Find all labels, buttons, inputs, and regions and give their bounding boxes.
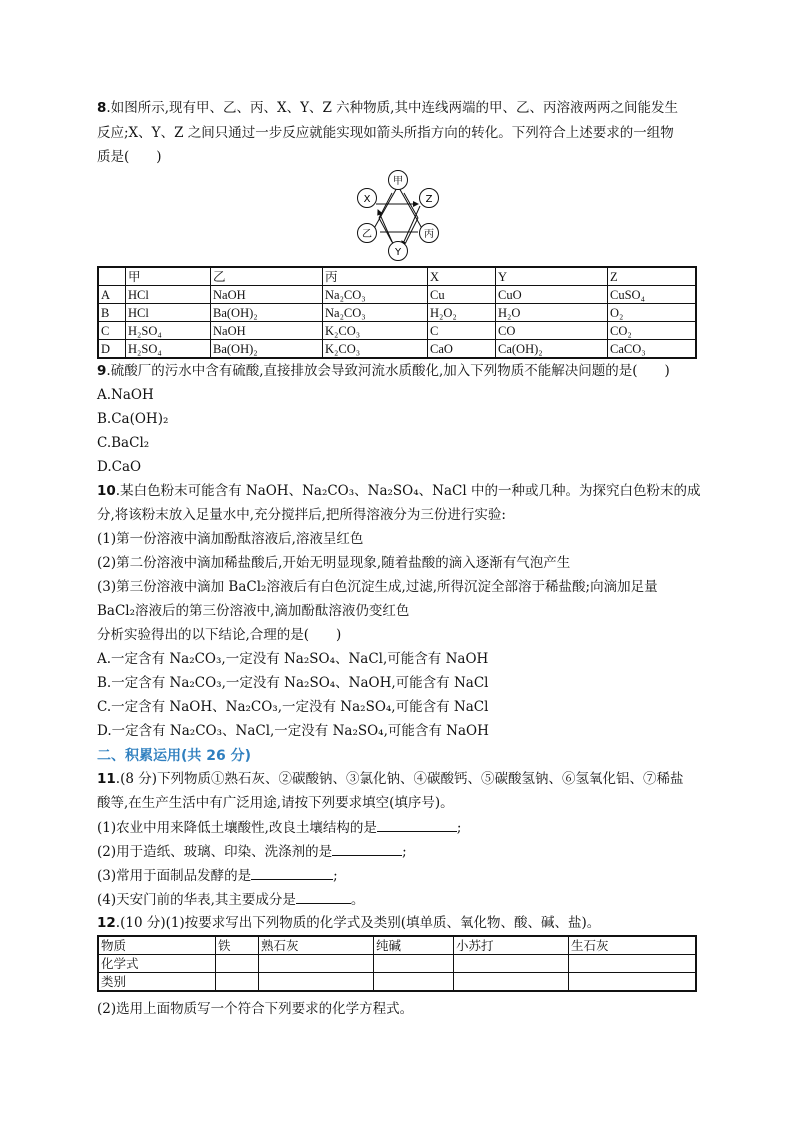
table-cell: CuSO₄ <box>608 286 697 304</box>
table-cell: CaCO₃ <box>608 340 697 359</box>
edge-jia-x <box>379 193 392 218</box>
table-row <box>98 340 696 359</box>
q10-step2: (2)第二份溶液中滴加稀盐酸后,开始无明显现象,随着盐酸的滴入逐渐有气泡产生 <box>97 555 571 571</box>
node-x <box>358 189 377 208</box>
q11-part4: (4)天安门前的华表,其主要成分是 。 <box>97 892 365 908</box>
table-cell: B <box>98 304 126 322</box>
table-cell: K₂CO₃ <box>323 322 428 340</box>
q11-line1: 11.(8 分)下列物质①熟石灰、②碳酸钠、③氯化钠、④碳酸钙、⑤碳酸氢钠、⑥氢氧化铝、⑦稀盐 <box>97 771 684 787</box>
table-cell: 乙 <box>211 267 323 286</box>
answer-cell[interactable] <box>454 955 569 973</box>
q10-option-d: D.一定含有 Na₂CO₃、NaCl,一定没有 Na₂SO₄,可能含有 NaOH <box>97 723 489 739</box>
table-cell: NaOH <box>211 286 323 304</box>
section-title: 二、积累运用(共 26 分) <box>97 748 252 764</box>
table-cell: CuO <box>496 286 608 304</box>
table-cell: H₂O <box>496 304 608 322</box>
q12-part2: (2)选用上面物质写一个符合下列要求的化学方程式。 <box>97 1001 414 1017</box>
table-cell: Na₂CO₃ <box>323 304 428 322</box>
table-cell: D <box>98 340 126 359</box>
node-yi-label: 乙 <box>362 229 372 240</box>
table-cell: CaO <box>428 340 496 359</box>
node-yi <box>358 224 377 243</box>
answer-cell[interactable] <box>216 955 259 973</box>
table-cell: NaOH <box>211 322 323 340</box>
q10-line2: 分,将该粉末放入足量水中,充分搅拌后,把所得溶液分为三份进行实验: <box>97 507 506 523</box>
table-row <box>98 322 696 340</box>
q10-step1: (1)第一份溶液中滴加酚酞溶液后,溶液呈红色 <box>97 531 364 547</box>
node-y-label: Y <box>394 247 402 258</box>
table-cell: 小苏打 <box>454 936 569 955</box>
table-cell: 生石灰 <box>569 936 697 955</box>
table-cell: C <box>98 322 126 340</box>
q9-stem: 9.硫酸厂的污水中含有硫酸,直接排放会导致河流水质酸化,加入下列物质不能解决问题的是( ) <box>97 363 670 379</box>
table-header-row <box>98 267 696 286</box>
table-cell: Cu <box>428 286 496 304</box>
q10-option-b: B.一定含有 Na₂CO₃,一定没有 Na₂SO₄、NaOH,可能含有 NaCl <box>97 675 489 691</box>
answer-blank[interactable] <box>251 866 333 880</box>
q10-line1: 10.某白色粉末可能含有 NaOH、Na₂CO₃、Na₂SO₄、NaCl 中的一种或几种。为探究白色粉末的成 <box>97 483 701 499</box>
arrow-y-x <box>378 210 394 246</box>
q11-part1: (1)农业中用来降低土壤酸性,改良土壤结构的是 ; <box>97 820 462 836</box>
node-z <box>420 189 439 208</box>
answer-cell[interactable] <box>259 973 374 992</box>
q11-part2: (2)用于造纸、玻璃、印染、洗涤剂的是 ; <box>97 844 407 860</box>
table-cell: 丙 <box>323 267 428 286</box>
table-header-row <box>98 936 696 955</box>
q12-answer-table <box>97 935 697 992</box>
table-cell: H₂SO₄ <box>126 340 211 359</box>
table-cell: X <box>428 267 496 286</box>
table-cell: Ba(OH)₂ <box>211 304 323 322</box>
q10-step3b: BaCl₂溶液后的第三份溶液中,滴加酚酞溶液仍变红色 <box>97 603 410 619</box>
q9-option-d: D.CaO <box>97 459 142 475</box>
table-cell: K₂CO₃ <box>323 340 428 359</box>
table-cell: 纯碱 <box>374 936 454 955</box>
node-x-label: X <box>363 194 371 205</box>
answer-cell[interactable] <box>374 973 454 992</box>
q10-option-a: A.一定含有 Na₂CO₃,一定没有 Na₂SO₄、NaCl,可能含有 NaOH <box>97 651 489 667</box>
table-row <box>98 286 696 304</box>
table-row <box>98 955 696 973</box>
edge-x-yi <box>379 218 392 242</box>
node-z-label: Z <box>425 194 433 205</box>
node-bing <box>420 224 439 243</box>
q9-option-a: A.NaOH <box>97 387 154 403</box>
q12-stem: 12.(10 分)(1)按要求写出下列物质的化学式及类别(填单质、氧化物、酸、碱、盐)。 <box>97 915 601 931</box>
table-cell: 熟石灰 <box>259 936 374 955</box>
q10-step3a: (3)第三份溶液中滴加 BaCl₂溶液后有白色沉淀生成,过滤,所得沉淀全部溶于稀盐酸;向滴加足量 <box>97 579 658 595</box>
q8-line1: 8.如图所示,现有甲、乙、丙、X、Y、Z 六种物质,其中连线两端的甲、乙、丙溶液两两之间能发生 <box>97 100 678 116</box>
q10-option-c: C.一定含有 NaOH、Na₂CO₃,一定没有 Na₂SO₄,可能含有 NaCl <box>97 699 489 715</box>
q10-ask: 分析实验得出的以下结论,合理的是( ) <box>97 627 342 643</box>
answer-cell[interactable] <box>569 973 697 992</box>
answer-blank[interactable] <box>377 818 457 832</box>
table-cell: O₂ <box>608 304 697 322</box>
q8-line2: 反应;X、Y、Z 之间只通过一步反应就能实现如箭头所指方向的转化。下列符合上述要求的一组物 <box>97 125 674 141</box>
q11-part3: (3)常用于面制品发酵的是 ; <box>97 868 338 884</box>
table-cell: H₂SO₄ <box>126 322 211 340</box>
table-cell: CO₂ <box>608 322 697 340</box>
q8-options-table <box>97 266 697 359</box>
table-cell: Ba(OH)₂ <box>211 340 323 359</box>
table-cell: 甲 <box>126 267 211 286</box>
reaction-diagram <box>348 170 448 262</box>
answer-blank[interactable] <box>332 842 402 856</box>
edge-z-bing <box>406 218 418 242</box>
answer-cell[interactable] <box>454 973 569 992</box>
answer-cell[interactable] <box>259 955 374 973</box>
answer-cell[interactable] <box>374 955 454 973</box>
answer-cell[interactable] <box>216 973 259 992</box>
answer-blank[interactable] <box>296 890 351 904</box>
table-cell: 铁 <box>216 936 259 955</box>
table-cell: Ca(OH)₂ <box>496 340 608 359</box>
table-cell: 物质 <box>98 936 216 955</box>
table-cell: Y <box>496 267 608 286</box>
arrow-z-y <box>402 206 420 246</box>
table-cell: C <box>428 322 496 340</box>
table-cell: Na₂CO₃ <box>323 286 428 304</box>
table-cell: 类别 <box>98 973 216 992</box>
node-jia <box>389 171 408 190</box>
answer-cell[interactable] <box>569 955 697 973</box>
table-cell: HCl <box>126 286 211 304</box>
node-bing-label: 丙 <box>424 229 434 240</box>
table-cell: H₂O₂ <box>428 304 496 322</box>
node-jia-label: 甲 <box>393 176 403 187</box>
q9-option-b: B.Ca(OH)₂ <box>97 411 169 427</box>
q8-line3: 质是( ) <box>97 149 162 165</box>
table-cell <box>98 267 126 286</box>
table-cell: Z <box>608 267 697 286</box>
table-cell: CO <box>496 322 608 340</box>
q11-line2: 酸等,在生产生活中有广泛用途,请按下列要求填空(填序号)。 <box>97 795 454 811</box>
table-cell: A <box>98 286 126 304</box>
table-cell: 化学式 <box>98 955 216 973</box>
table-row <box>98 304 696 322</box>
node-y <box>389 242 408 261</box>
table-row <box>98 973 696 992</box>
q9-option-c: C.BaCl₂ <box>97 435 150 451</box>
table-cell: HCl <box>126 304 211 322</box>
